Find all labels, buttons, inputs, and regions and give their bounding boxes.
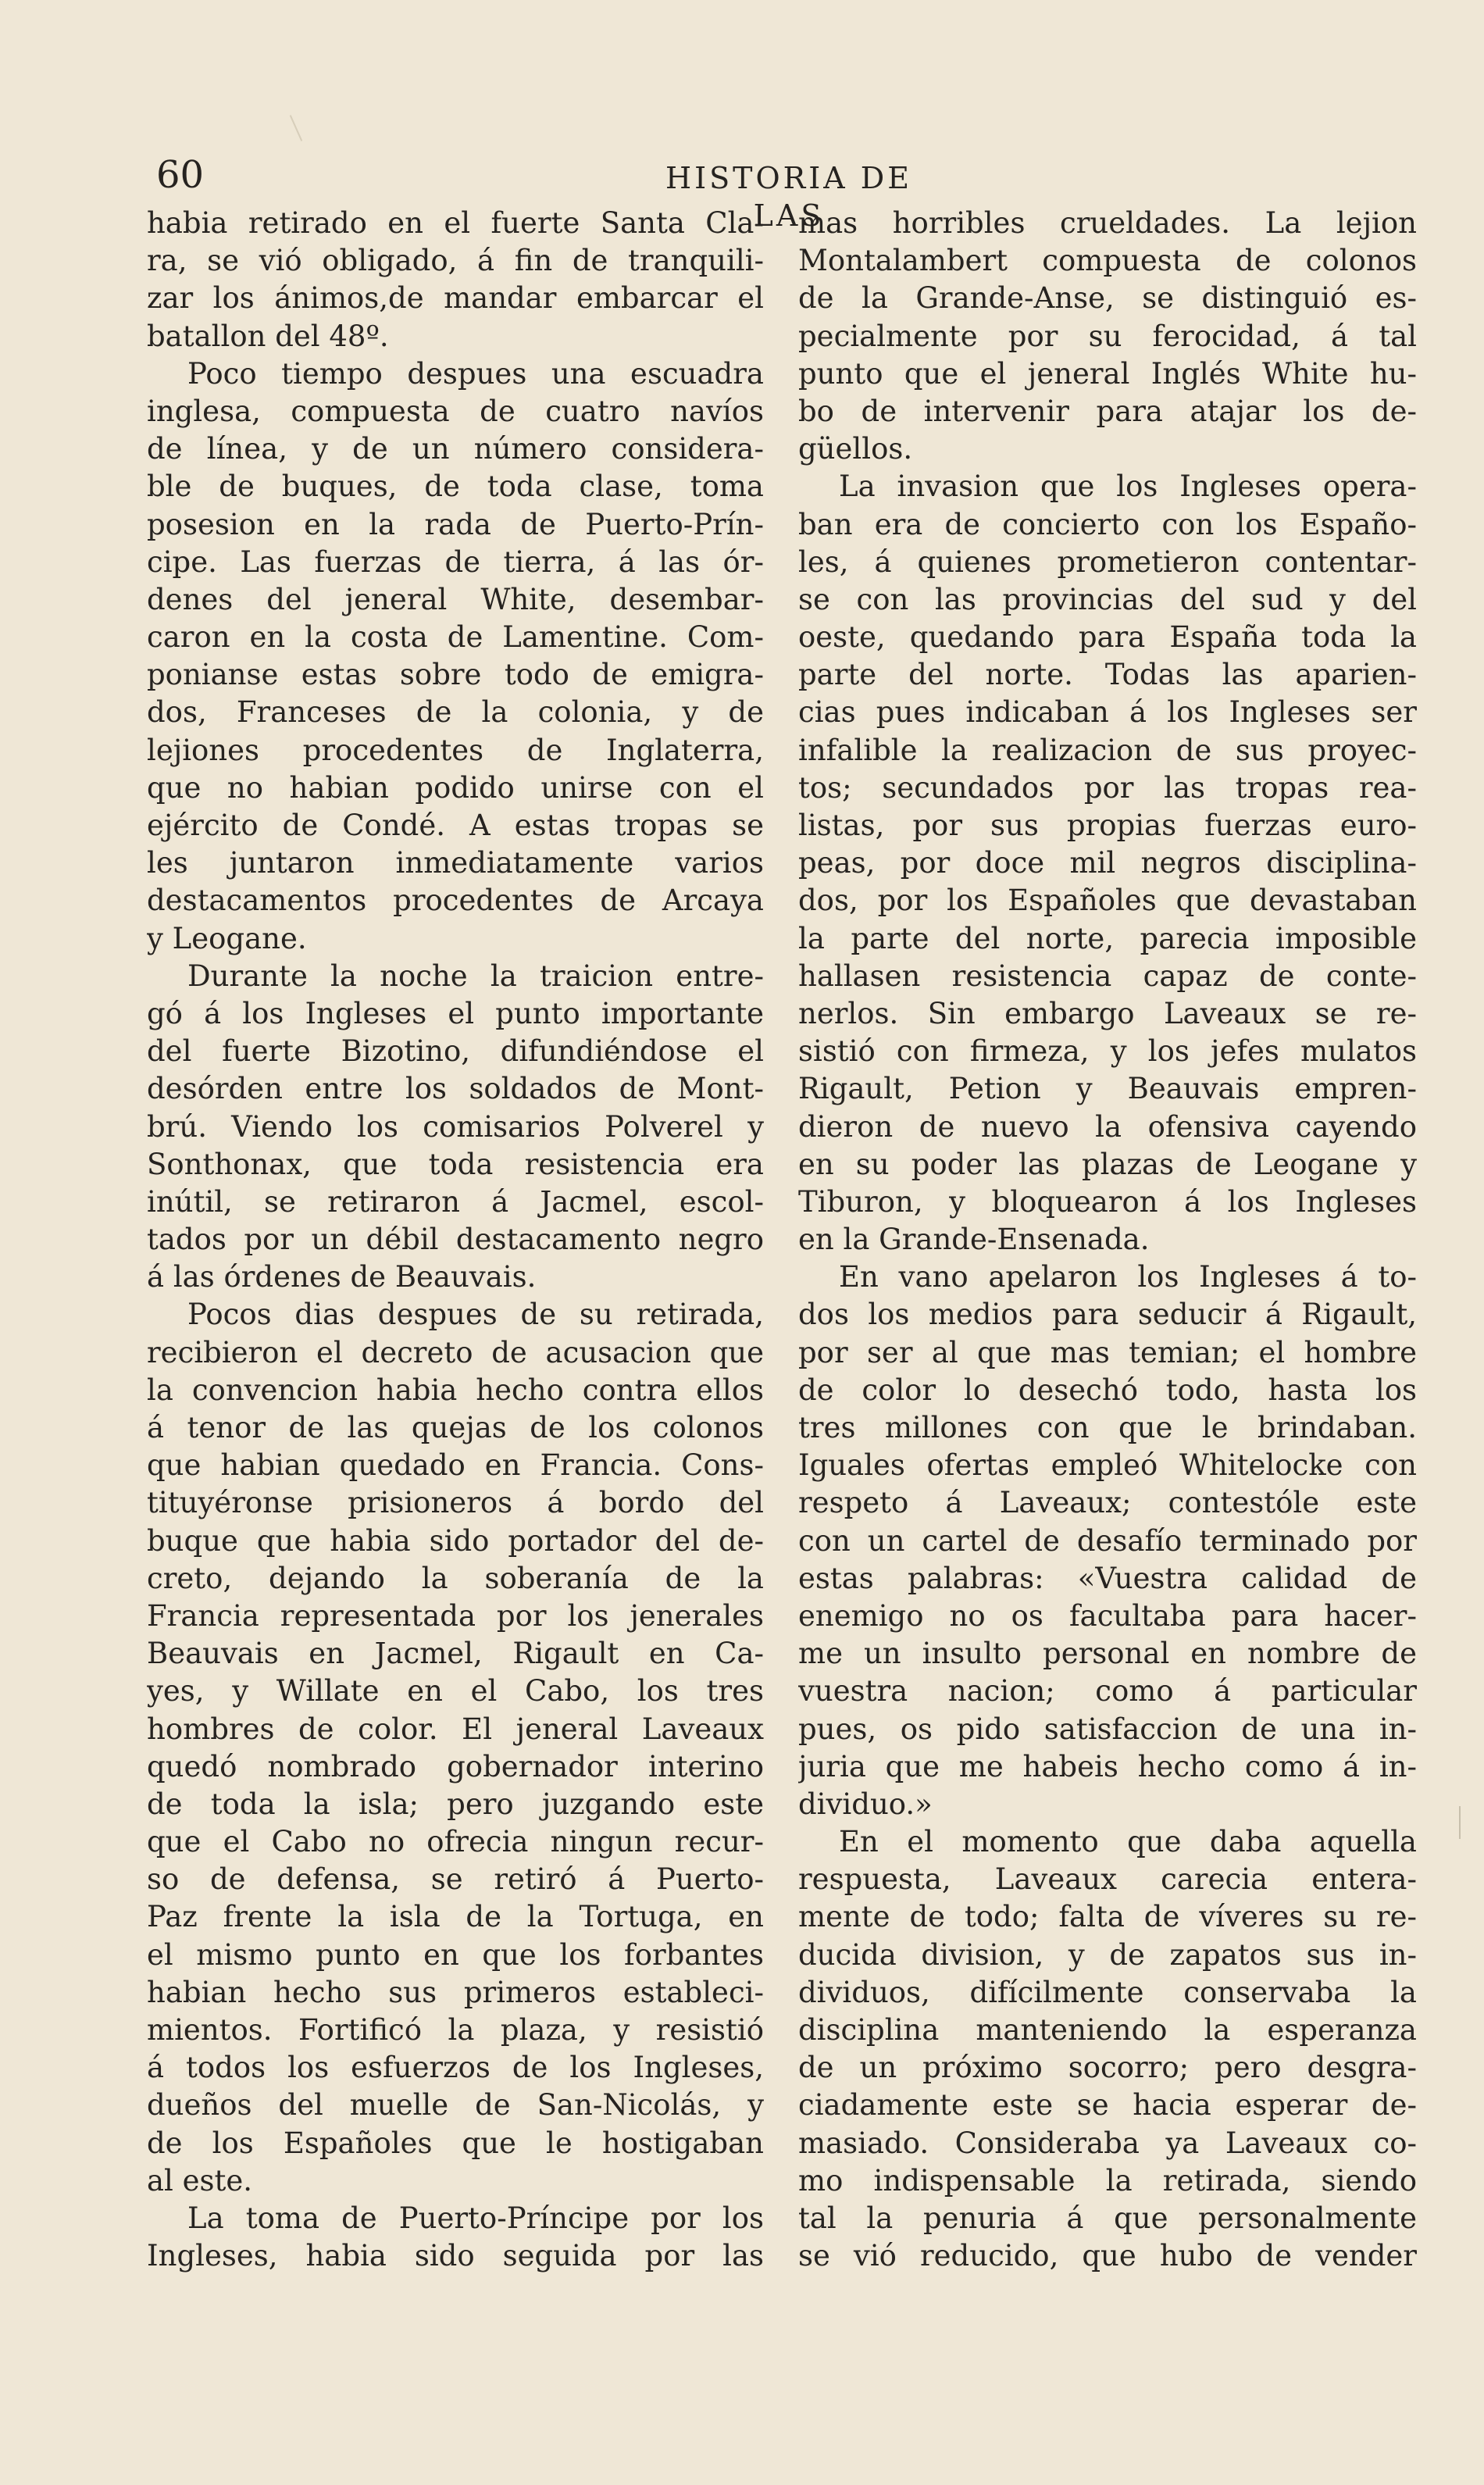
text-line: masiado. Consideraba ya Laveaux co- [798, 2126, 1417, 2160]
text-line: ejército de Condé. A estas tropas se [147, 809, 764, 842]
text-line: mas horribles crueldades. La lejion [798, 206, 1417, 240]
text-line: En vano apelaron los Ingleses á to- [839, 1260, 1417, 1294]
text-line: yes, y Willate en el Cabo, los tres [147, 1674, 764, 1708]
text-line: Durante la noche la traicion entre- [187, 959, 764, 993]
text-line: La invasion que los Ingleses opera- [839, 470, 1417, 504]
text-line: zar los ánimos,de mandar embarcar el [147, 281, 764, 316]
text-line: con un cartel de desafío terminado por [798, 1523, 1417, 1558]
text-line: dos los medios para seducir á Rigault, [798, 1298, 1417, 1332]
text-line: la convencion habia hecho contra ellos [147, 1373, 764, 1407]
text-line: Poco tiempo despues una escuadra [187, 356, 764, 391]
text-line: bo de intervenir para atajar los de- [798, 394, 1417, 428]
text-line: Montalambert compuesta de colonos [798, 244, 1417, 278]
margin-mark [1459, 1806, 1461, 1839]
text-line: pues, os pido satisfaccion de una in- [798, 1712, 1417, 1746]
text-line: que habian quedado en Francia. Cons- [147, 1448, 764, 1483]
text-line: posesion en la rada de Puerto-Prín- [147, 507, 764, 541]
text-line: habian hecho sus primeros estableci- [147, 1975, 764, 2009]
text-line: mo indispensable la retirada, siendo [798, 2163, 1417, 2198]
text-line: Pocos dias despues de su retirada, [187, 1298, 764, 1332]
text-line: de los Españoles que le hostigaban [147, 2126, 764, 2160]
text-line: á todos los esfuerzos de los Ingleses, [147, 2051, 764, 2085]
text-line: á las órdenes de Beauvais. [147, 1260, 537, 1294]
text-line: hallasen resistencia capaz de conte- [798, 959, 1417, 993]
text-line: brú. Viendo los comisarios Polverel y [147, 1109, 764, 1144]
text-line: estas palabras: «Vuestra calidad de [798, 1561, 1417, 1595]
text-line: dueños del muelle de San-Nicolás, y [147, 2088, 764, 2123]
text-line: infalible la realizacion de sus proyec- [798, 733, 1417, 767]
text-line: pecialmente por su ferocidad, á tal [798, 319, 1417, 353]
text-line: de la Grande-Anse, se distinguió es- [798, 281, 1417, 316]
text-line: tres millones con que le brindaban. [798, 1411, 1417, 1444]
text-line: por ser al que mas temian; el hombre [798, 1335, 1417, 1369]
text-line: hombres de color. El jeneral Laveaux [147, 1712, 764, 1746]
text-line: ponianse estas sobre todo de emigra- [147, 658, 764, 692]
text-line: á tenor de las quejas de los colonos [147, 1411, 764, 1444]
text-line: juria que me habeis hecho como á in- [798, 1749, 1417, 1783]
left-text-column [147, 205, 764, 2275]
text-line: listas, por sus propias fuerzas euro- [798, 809, 1417, 842]
text-line: parte del norte. Todas las aparien- [798, 658, 1417, 692]
text-line: disciplina manteniendo la esperanza [798, 2013, 1417, 2047]
text-line: dos, por los Españoles que devastaban [798, 884, 1417, 918]
text-line: en la Grande-Ensenada. [798, 1223, 1150, 1257]
text-line: mente de todo; falta de víveres su re- [798, 1900, 1417, 1934]
text-line: tituyéronse prisioneros á bordo del [147, 1486, 764, 1520]
text-line: lejiones procedentes de Inglaterra, [147, 733, 764, 767]
text-line: vuestra nacion; como á particular [798, 1674, 1417, 1708]
text-line: buque que habia sido portador del de- [147, 1523, 764, 1558]
right-text-column [798, 205, 1417, 2275]
text-line: creto, dejando la soberanía de la [147, 1561, 764, 1595]
text-line: batallon del 48º. [147, 319, 389, 353]
text-line: el mismo punto en que los forbantes [147, 1937, 764, 1972]
text-line: me un insulto personal en nombre de [798, 1637, 1417, 1671]
text-line: destacamentos procedentes de Arcaya [147, 884, 764, 918]
text-line: Iguales ofertas empleó Whitelocke con [798, 1448, 1417, 1483]
text-line: la parte del norte, parecia imposible [798, 921, 1417, 955]
text-line: so de defensa, se retiró á Puerto- [147, 1862, 764, 1897]
text-line: se con las provincias del sud y del [798, 582, 1417, 616]
text-line: ducida division, y de zapatos sus in- [798, 1937, 1417, 1972]
text-line: mientos. Fortificó la plaza, y resistió [147, 2013, 764, 2047]
text-line: tal la penuria á que personalmente [798, 2201, 1417, 2235]
text-line: sistió con firmeza, y los jefes mulatos [798, 1034, 1417, 1069]
text-line: desórden entre los soldados de Mont- [147, 1072, 764, 1106]
text-line: Ingleses, habia sido seguida por las [147, 2239, 764, 2273]
text-line: cias pues indicaban á los Ingleses ser [798, 695, 1417, 730]
margin-mark [290, 115, 302, 141]
text-line: ra, se vió obligado, á fin de tranquili- [147, 244, 764, 278]
text-line: del fuerte Bizotino, difundiéndose el [147, 1034, 764, 1069]
text-line: les juntaron inmediatamente varios [147, 846, 764, 880]
page-number: 60 [156, 153, 205, 197]
text-line: dieron de nuevo la ofensiva cayendo [798, 1109, 1417, 1144]
text-line: Tiburon, y bloquearon á los Ingleses [798, 1184, 1417, 1219]
text-line: tados por un débil destacamento negro [147, 1223, 764, 1257]
text-line: cipe. Las fuerzas de tierra, á las ór- [147, 544, 764, 579]
text-line: quedó nombrado gobernador interino [147, 1749, 764, 1783]
text-line: Paz frente la isla de la Tortuga, en [147, 1900, 764, 1934]
text-line: respuesta, Laveaux carecia entera- [798, 1862, 1417, 1897]
text-line: en su poder las plazas de Leogane y [798, 1147, 1417, 1181]
text-line: ciadamente este se hacia esperar de- [798, 2088, 1417, 2123]
text-line: Rigault, Petion y Beauvais empren- [798, 1072, 1417, 1106]
text-line: Francia representada por los jenerales [147, 1598, 764, 1633]
text-line: gó á los Ingleses el punto importante [147, 996, 764, 1030]
text-line: oeste, quedando para España toda la [798, 620, 1417, 655]
text-line: dividuo.» [798, 1787, 933, 1821]
text-line: y Leogane. [147, 921, 307, 955]
text-line: Beauvais en Jacmel, Rigault en Ca- [147, 1637, 764, 1671]
text-line: se vió reducido, que hubo de vender [798, 2239, 1417, 2273]
text-line: recibieron el decreto de acusacion que [147, 1335, 764, 1369]
running-title: HISTORIA DE LAS [665, 161, 913, 233]
text-line: que no habian podido unirse con el [147, 770, 764, 805]
text-line: punto que el jeneral Inglés White hu- [798, 356, 1417, 391]
text-line: dos, Franceses de la colonia, y de [147, 695, 764, 730]
text-line: inglesa, compuesta de cuatro navíos [147, 394, 764, 428]
text-line: de línea, y de un número considera- [147, 432, 764, 466]
text-line: habia retirado en el fuerte Santa Cla- [147, 206, 764, 240]
text-line: tos; secundados por las tropas rea- [798, 770, 1417, 805]
text-line: caron en la costa de Lamentine. Com- [147, 620, 764, 655]
text-line: que el Cabo no ofrecia ningun recur- [147, 1825, 764, 1859]
text-line: respeto á Laveaux; contestóle este [798, 1486, 1417, 1520]
text-line: ban era de concierto con los Españo- [798, 507, 1417, 541]
text-line: de un próximo socorro; pero desgra- [798, 2051, 1417, 2085]
text-line: Sonthonax, que toda resistencia era [147, 1147, 764, 1181]
text-line: nerlos. Sin embargo Laveaux se re- [798, 996, 1417, 1030]
text-line: peas, por doce mil negros disciplina- [798, 846, 1417, 880]
text-line: inútil, se retiraron á Jacmel, escol- [147, 1184, 764, 1219]
text-line: de toda la isla; pero juzgando este [147, 1787, 764, 1821]
text-line: dividuos, difícilmente conservaba la [798, 1975, 1417, 2009]
text-line: güellos. [798, 432, 913, 466]
text-line: enemigo no os facultaba para hacer- [798, 1598, 1417, 1633]
text-line: les, á quienes prometieron contentar- [798, 544, 1417, 579]
text-line: denes del jeneral White, desembar- [147, 582, 764, 616]
text-line: La toma de Puerto-Príncipe por los [187, 2201, 764, 2235]
text-line: En el momento que daba aquella [839, 1825, 1417, 1859]
text-line: de color lo desechó todo, hasta los [798, 1373, 1417, 1407]
text-line: ble de buques, de toda clase, toma [147, 470, 764, 504]
text-line: al este. [147, 2163, 253, 2198]
